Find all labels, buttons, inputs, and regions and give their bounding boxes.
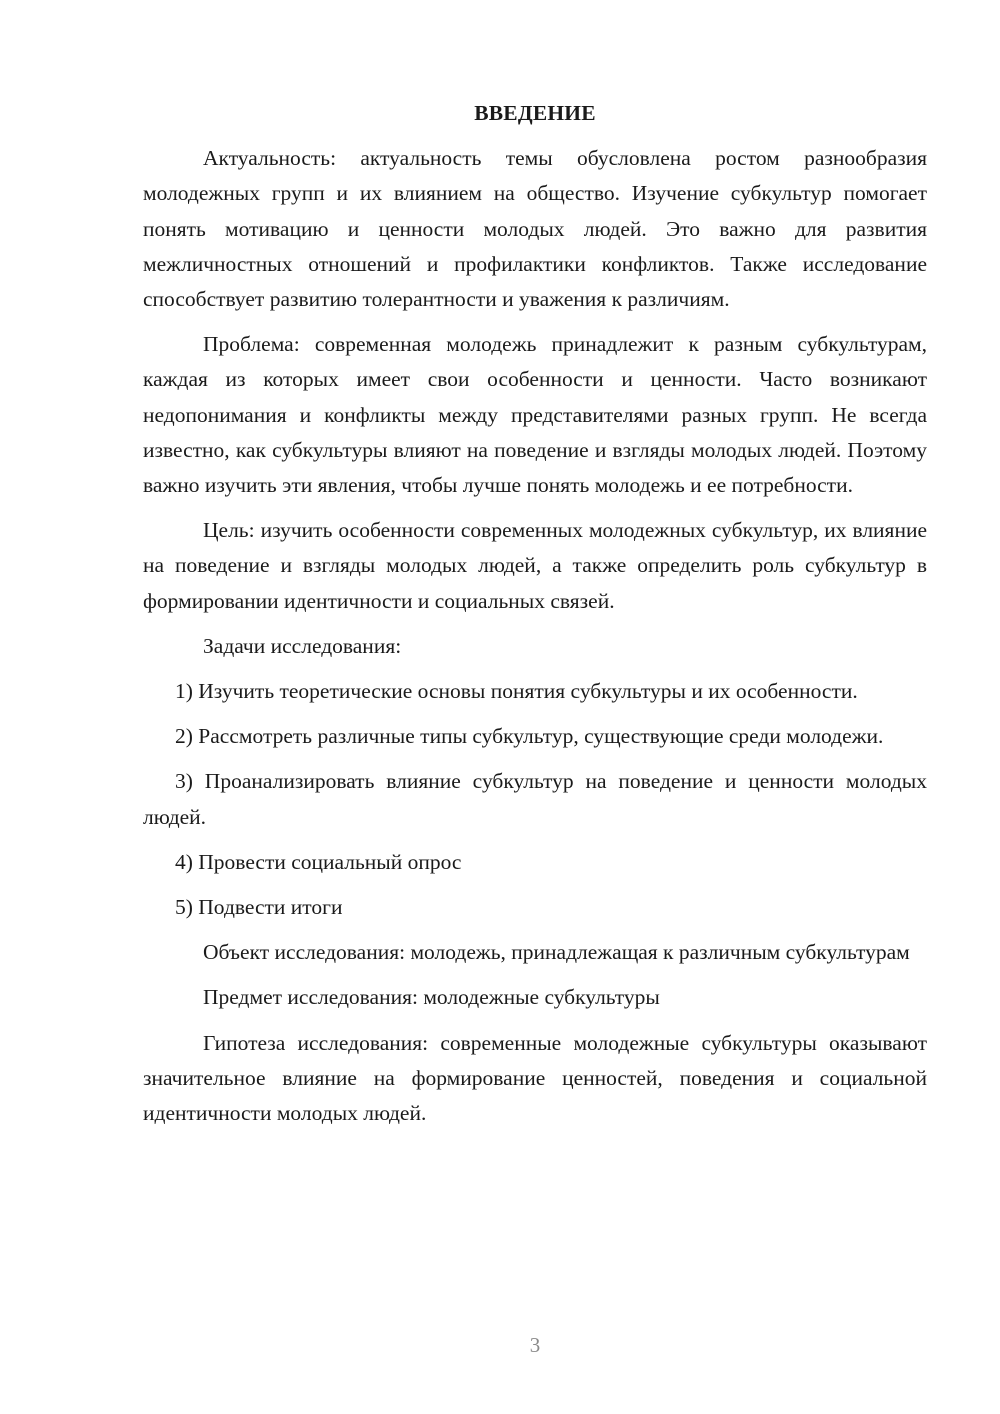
paragraph-relevance: Актуальность: актуальность темы обусловлена ростом разнообразия молодежных групп и их влиянием на общество. Изучение субкультур помогает понять мотивацию и ценности молодых людей. Это важно для развития межличностных отношений и профилактики конфликтов. Также исследование способствует развитию толерантности и уважения к различиям. [143, 146, 927, 312]
page-number: 3 [529, 1333, 541, 1357]
list-item: 3) Проанализировать влияние субкультур на поведение и ценности молодых людей. [143, 769, 927, 829]
tasks-heading: Задачи исследования: [203, 633, 402, 658]
paragraph-object: Объект исследования: молодежь, принадлежащая к различным субкультурам [203, 940, 910, 965]
paragraph-goal: Цель: изучить особенности современных молодежных субкультур, их влияние на поведение и взгляды молодых людей, а также определить роль субкультур в формировании идентичности и социальных связей. [143, 518, 927, 613]
paragraph-hypothesis: Гипотеза исследования: современные молодежные субкультуры оказывают значительное влияние на формирование ценностей, поведения и социальной идентичности молодых людей. [143, 1030, 927, 1126]
paragraph-subject: Предмет исследования: молодежные субкультуры [203, 985, 660, 1010]
document-page [143, 96, 927, 1141]
page-title: ВВЕДЕНИЕ [474, 101, 596, 125]
paragraph-problem: Проблема: современная молодежь принадлежит к разным субкультурам, каждая из которых имеет свои особенности и ценности. Часто возникают недопонимания и конфликты между представителями разных групп. Не всегда известно, как субкультуры влияют на поведение и взгляды молодых людей. Поэтому важно изучить эти явления, чтобы лучше понять молодежь и ее потребности. [143, 332, 927, 498]
list-item: 5) Подвести итоги [175, 895, 343, 920]
list-item: 2) Рассмотреть различные типы субкультур, существующие среди молодежи. [175, 724, 884, 749]
list-item: 1) Изучить теоретические основы понятия субкультуры и их особенности. [175, 679, 858, 704]
list-item: 4) Провести социальный опрос [175, 849, 462, 874]
